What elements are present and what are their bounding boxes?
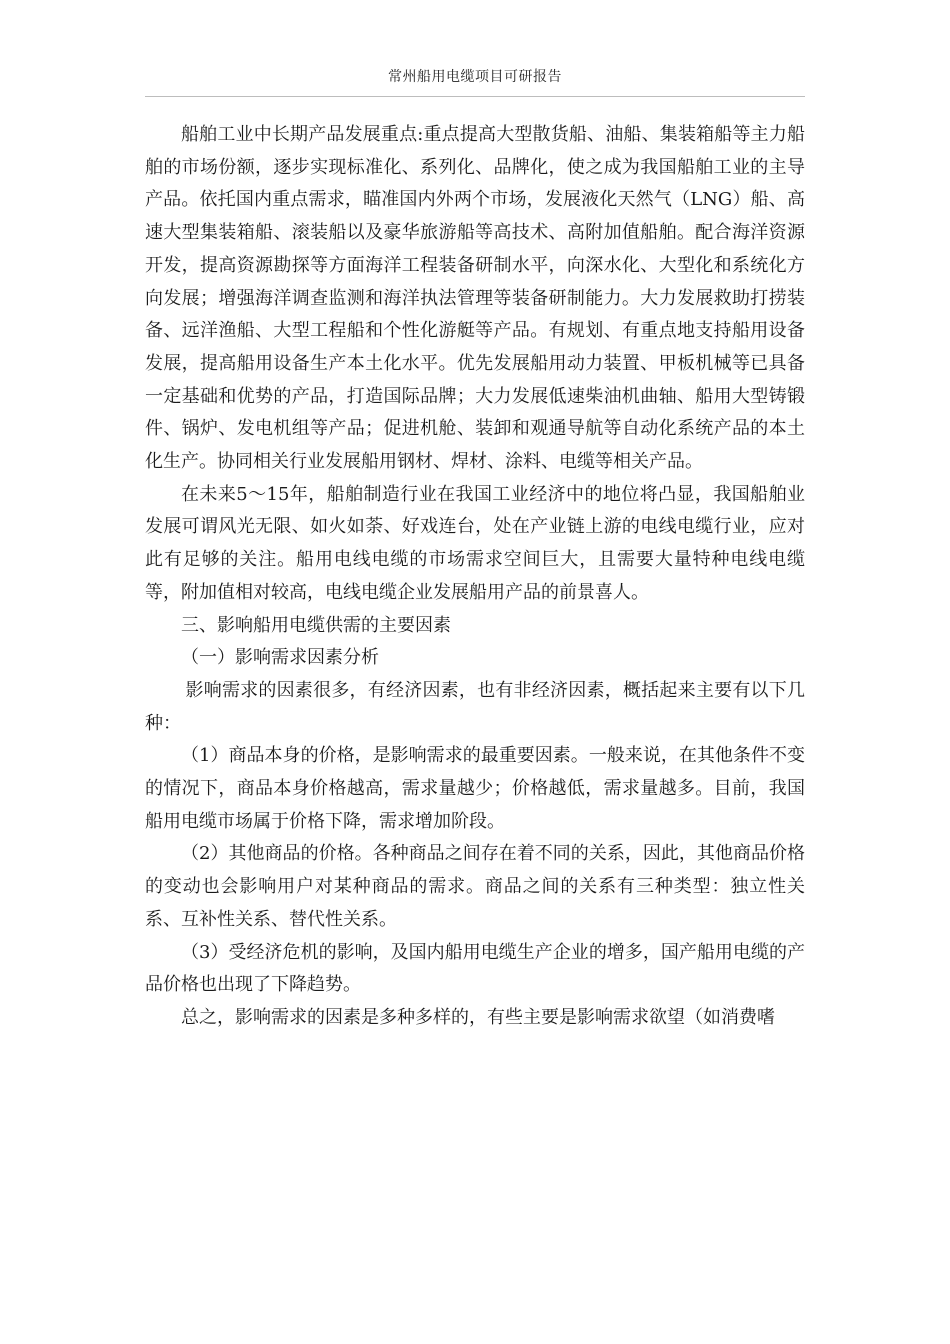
list-item-other-prices: （2）其他商品的价格。各种商品之间存在着不同的关系，因此，其他商品价格的变动也会影响用户对某种商品的需求。商品之间的关系有三种类型：独立性关系、互补性关系、替代性关系。 bbox=[145, 843, 805, 930]
section-heading-supply-demand-factors: 三、影响船用电缆供需的主要因素 bbox=[181, 614, 451, 636]
page-header-title: 常州船用电缆项目可研报告 bbox=[388, 69, 562, 85]
list-item-economic-crisis: （3）受经济危机的影响，及国内船用电缆生产企业的增多，国产船用电缆的产品价格也出现了下降趋势。 bbox=[145, 941, 805, 996]
paragraph-summary: 总之，影响需求的因素是多种多样的，有些主要是影响需求欲望（如消费嗜 bbox=[181, 1006, 775, 1028]
paragraph-shipbuilding-priorities: 船舶工业中长期产品发展重点:重点提高大型散货船、油船、集装箱船等主力船舶的市场份额，逐步实现标准化、系列化、品牌化，使之成为我国船舶工业的主导产品。依托国内重点需求，瞄准国内外两个市场，发展液化天然气（LNG）船、高速大型集装箱船、滚装船以及豪华旅游船等高技术、高附加值船舶。配合海洋资源开发，提高资源勘探等方面海洋工程装备研制水平，向深水化、大型化和系统化方向发展；增强海洋调查监测和海洋执法管理等装备研制能力。大力发展救助打捞装备、远洋渔船、大型工程船和个性化游艇等产品。有规划、有重点地支持船用设备发展，提高船用设备生产本土化水平。优先发展船用动力装置、甲板机械等已具备一定基础和优势的产品，打造国际品牌；大力发展低速柴油机曲轴、船用大型铸锻件、锅炉、发电机组等产品；促进机舱、装卸和观通导航等自动化系统产品的本土化生产。协同相关行业发展船用钢材、焊材、涂料、电缆等相关产品。 bbox=[145, 124, 805, 473]
paragraph-demand-factors-intro: 影响需求的因素很多，有经济因素，也有非经济因素，概括起来主要有以下几种： bbox=[145, 679, 805, 734]
list-item-own-price: （1）商品本身的价格，是影响需求的最重要因素。一般来说，在其他条件不变的情况下，商品本身价格越高，需求量越少；价格越低，需求量越多。目前，我国船用电缆市场属于价格下降，需求增加阶段。 bbox=[145, 745, 805, 832]
document-body bbox=[145, 119, 805, 1035]
subsection-heading-demand-factors: （一）影响需求因素分析 bbox=[181, 647, 379, 669]
paragraph-future-outlook: 在未来5～15年，船舶制造行业在我国工业经济中的地位将凸显，我国船舶业发展可谓风光无限、如火如荼、好戏连台，处在产业链上游的电线电缆行业，应对此有足够的关注。船用电线电缆的市场需求空间巨大，且需要大量特种电线电缆等，附加值相对较高，电线电缆企业发展船用产品的前景喜人。 bbox=[145, 483, 805, 603]
header-divider bbox=[145, 96, 805, 97]
